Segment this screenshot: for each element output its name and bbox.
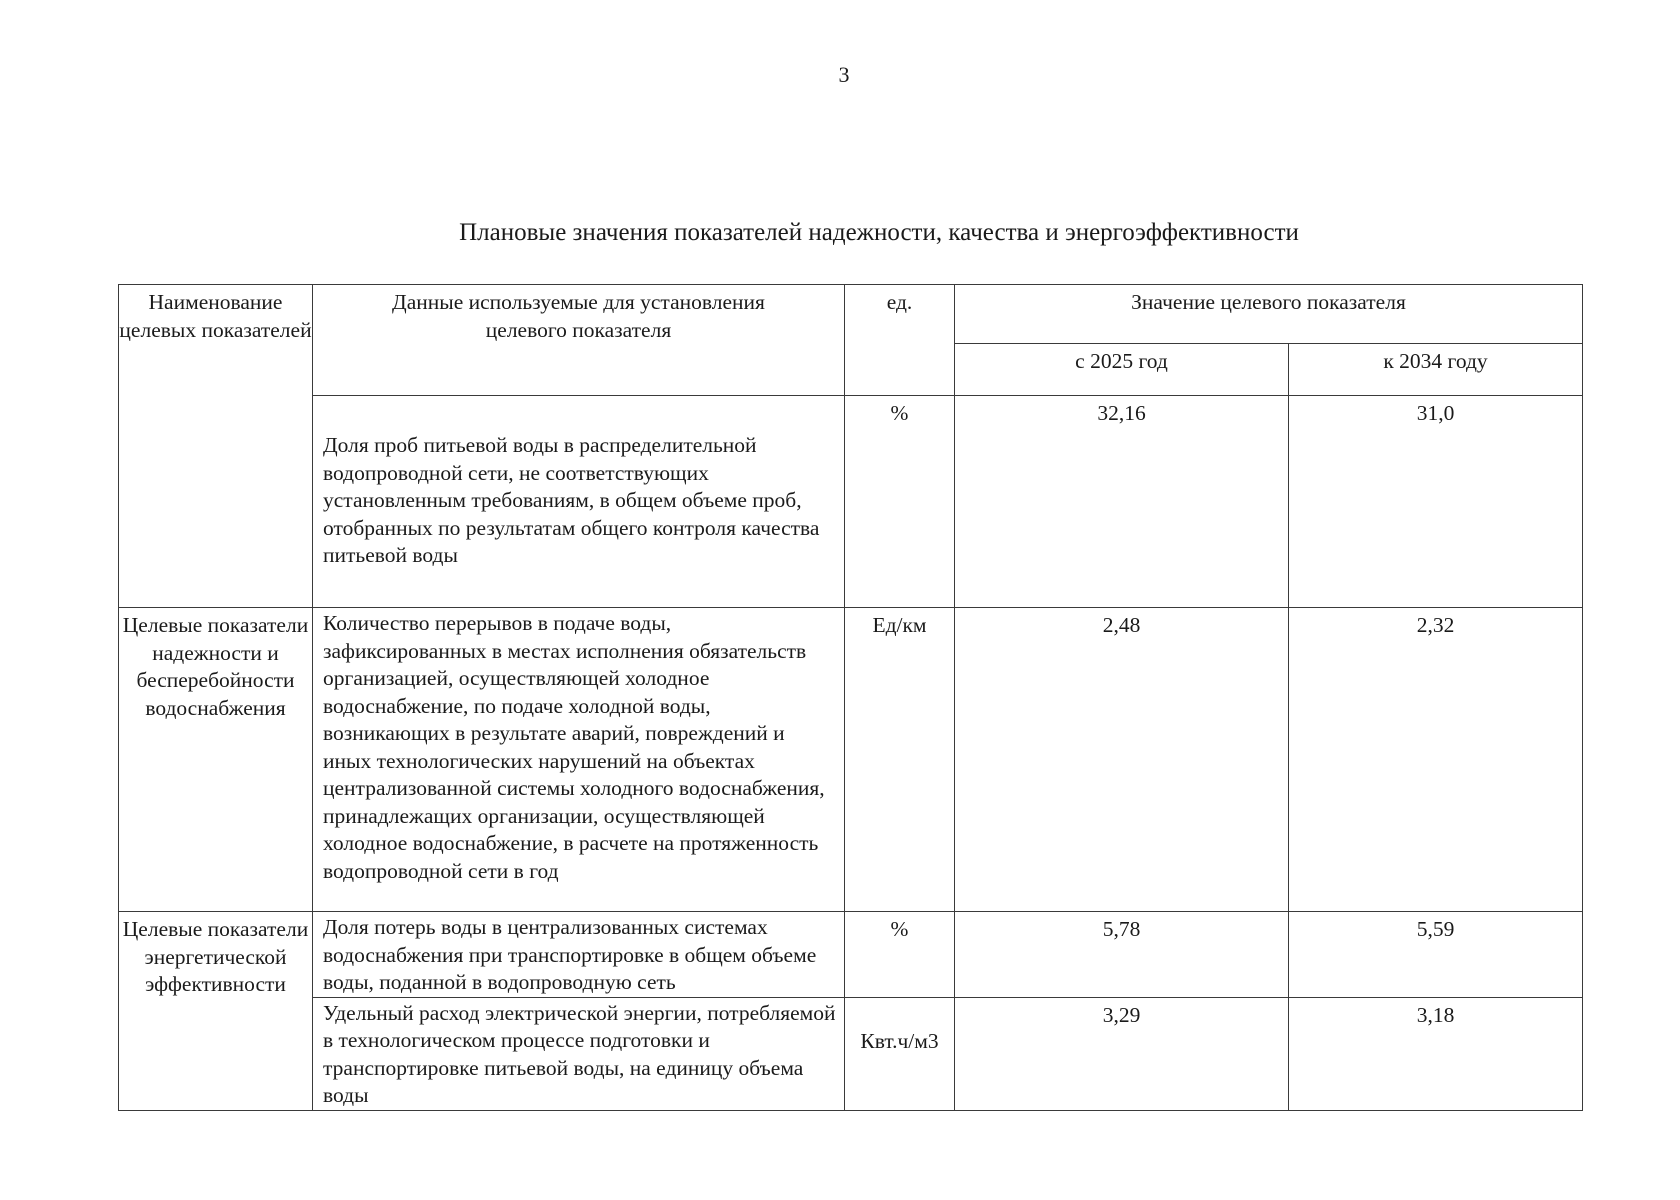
- table-row-unit: Ед/км: [845, 608, 955, 912]
- group-name-reliability: Целевые показатели надежности и бесперебойности водоснабжения: [119, 608, 313, 912]
- header-from-2025: с 2025 год: [955, 344, 1289, 396]
- table-row-value-2034: 5,59: [1289, 912, 1583, 998]
- table-row-value-2025: 2,48: [955, 608, 1289, 912]
- table-row-value-2025: 32,16: [955, 396, 1289, 608]
- header-to-2034: к 2034 году: [1289, 344, 1583, 396]
- table-row-description: Доля проб питьевой воды в распределительной водопроводной сети, не соответствующих установленным требованиям, в общем объеме проб, отобранных по результатам общего контроля качества питьевой воды: [313, 396, 845, 608]
- target-indicators-table: [118, 284, 1583, 1111]
- document-title: Плановые значения показателей надежности, качества и энергоэффективности: [459, 219, 1299, 246]
- table-row-value-2034: 2,32: [1289, 608, 1583, 912]
- table-row-description: Доля потерь воды в централизованных системах водоснабжения при транспортировке в общем объеме воды, поданной в водопроводную сеть: [313, 912, 845, 998]
- table-row-value-2025: 5,78: [955, 912, 1289, 998]
- table-row-unit: %: [845, 912, 955, 998]
- group-name-energy-efficiency: Целевые показатели энергетической эффективности: [119, 912, 313, 1111]
- page-number: 3: [838, 62, 850, 87]
- header-unit: ед.: [845, 285, 955, 396]
- header-indicator-name: Наименование целевых показателей: [119, 285, 313, 608]
- table-row-description: Удельный расход электрической энергии, потребляемой в технологическом процессе подготовки и транспортировке питьевой воды, на единицу объема воды: [313, 997, 845, 1110]
- table-row-description: Количество перерывов в подаче воды, зафиксированных в местах исполнения обязательств организацией, осуществляющей холодное водоснабжение, по подаче холодной воды, возникающих в результате аварий, повреждений и иных технологических нарушений на объектах централизованной системы холодного водоснабжения, принадлежащих организации, осуществляющей холодное водоснабжение, в расчете на протяженность водопроводной сети в год: [313, 608, 845, 912]
- table-row-unit: %: [845, 396, 955, 608]
- table-row-value-2034: 31,0: [1289, 396, 1583, 608]
- header-target-value: Значение целевого показателя: [955, 285, 1583, 344]
- header-source-data: Данные используемые для установления целевого показателя: [313, 285, 845, 396]
- table-row-unit: Квт.ч/м3: [845, 997, 955, 1110]
- table-row-value-2025: 3,29: [955, 997, 1289, 1110]
- table-row-value-2034: 3,18: [1289, 997, 1583, 1110]
